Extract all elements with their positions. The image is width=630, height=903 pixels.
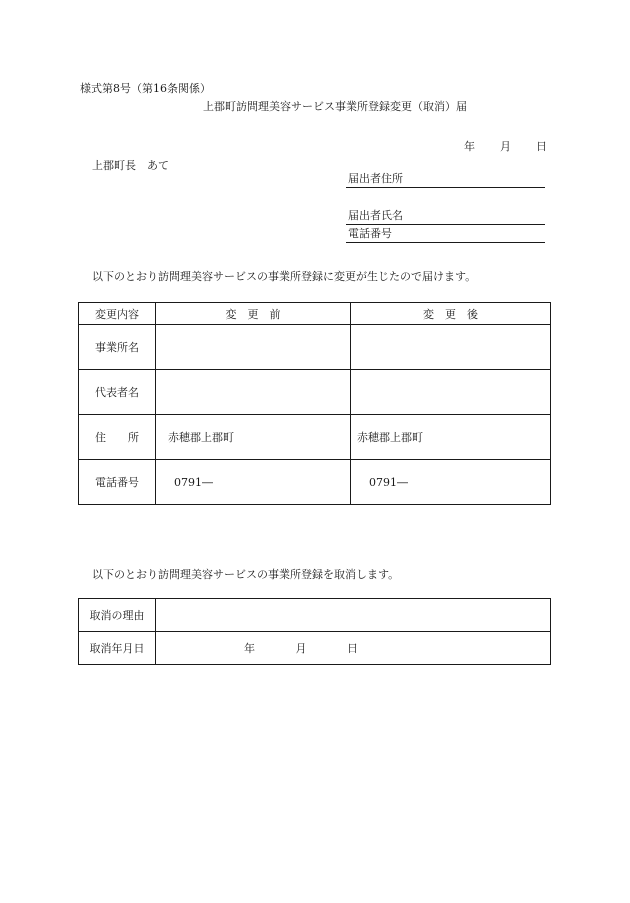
form-number: 様式第8号（第16条関係）: [80, 82, 211, 95]
form-title: 上郡町訪問理美容サービス事業所登録変更（取消）届: [203, 100, 467, 113]
cancel-date-value: [156, 632, 551, 665]
cancel-date-label: 取消年月日: [79, 632, 156, 665]
applicant-address-label: 届出者住所: [348, 172, 403, 185]
row-label: 事業所名: [79, 325, 156, 370]
before-value: 0791―: [156, 460, 351, 505]
before-value: 赤穂郡上郡町: [156, 415, 351, 460]
header-after: 変 更 後: [351, 303, 551, 325]
cancel-intro-text: 以下のとおり訪問理美容サービスの事業所登録を取消します。: [92, 568, 400, 581]
after-value: [351, 325, 551, 370]
date-month-label: 月: [500, 140, 511, 153]
applicant-phone-label: 電話番号: [348, 227, 392, 240]
cancel-reason-label: 取消の理由: [79, 599, 156, 632]
applicant-address-line: [346, 173, 545, 188]
applicant-phone-line: [346, 228, 545, 243]
row-label: 住 所: [79, 415, 156, 460]
header-change-item: 変更内容: [79, 303, 156, 325]
table-row: [79, 370, 551, 415]
table-row: [79, 415, 551, 460]
applicant-name-line: [346, 210, 545, 225]
change-intro-text: 以下のとおり訪問理美容サービスの事業所登録に変更が生じたので届けます。: [92, 270, 477, 283]
change-table: [78, 302, 551, 505]
header-before: 変 更 前: [156, 303, 351, 325]
after-value: [351, 370, 551, 415]
before-value: [156, 325, 351, 370]
row-label: 電話番号: [79, 460, 156, 505]
cancel-month-label: 月: [295, 642, 307, 655]
change-table-header: [79, 303, 551, 325]
cancel-reason-value: [156, 599, 551, 632]
table-row: [79, 632, 551, 665]
cancel-day-label: 日: [347, 642, 358, 655]
table-row: [79, 599, 551, 632]
date-day-label: 日: [536, 140, 547, 153]
addressee: 上郡町長 あて: [92, 159, 169, 172]
row-label: 代表者名: [79, 370, 156, 415]
cancel-table: [78, 598, 551, 665]
before-value: [156, 370, 351, 415]
applicant-name-label: 届出者氏名: [348, 209, 403, 222]
cancel-year-label: 年: [244, 642, 255, 655]
table-row: [79, 325, 551, 370]
after-value: 0791―: [351, 460, 551, 505]
table-row: [79, 460, 551, 505]
after-value: 赤穂郡上郡町: [351, 415, 551, 460]
date-year-label: 年: [464, 140, 475, 153]
